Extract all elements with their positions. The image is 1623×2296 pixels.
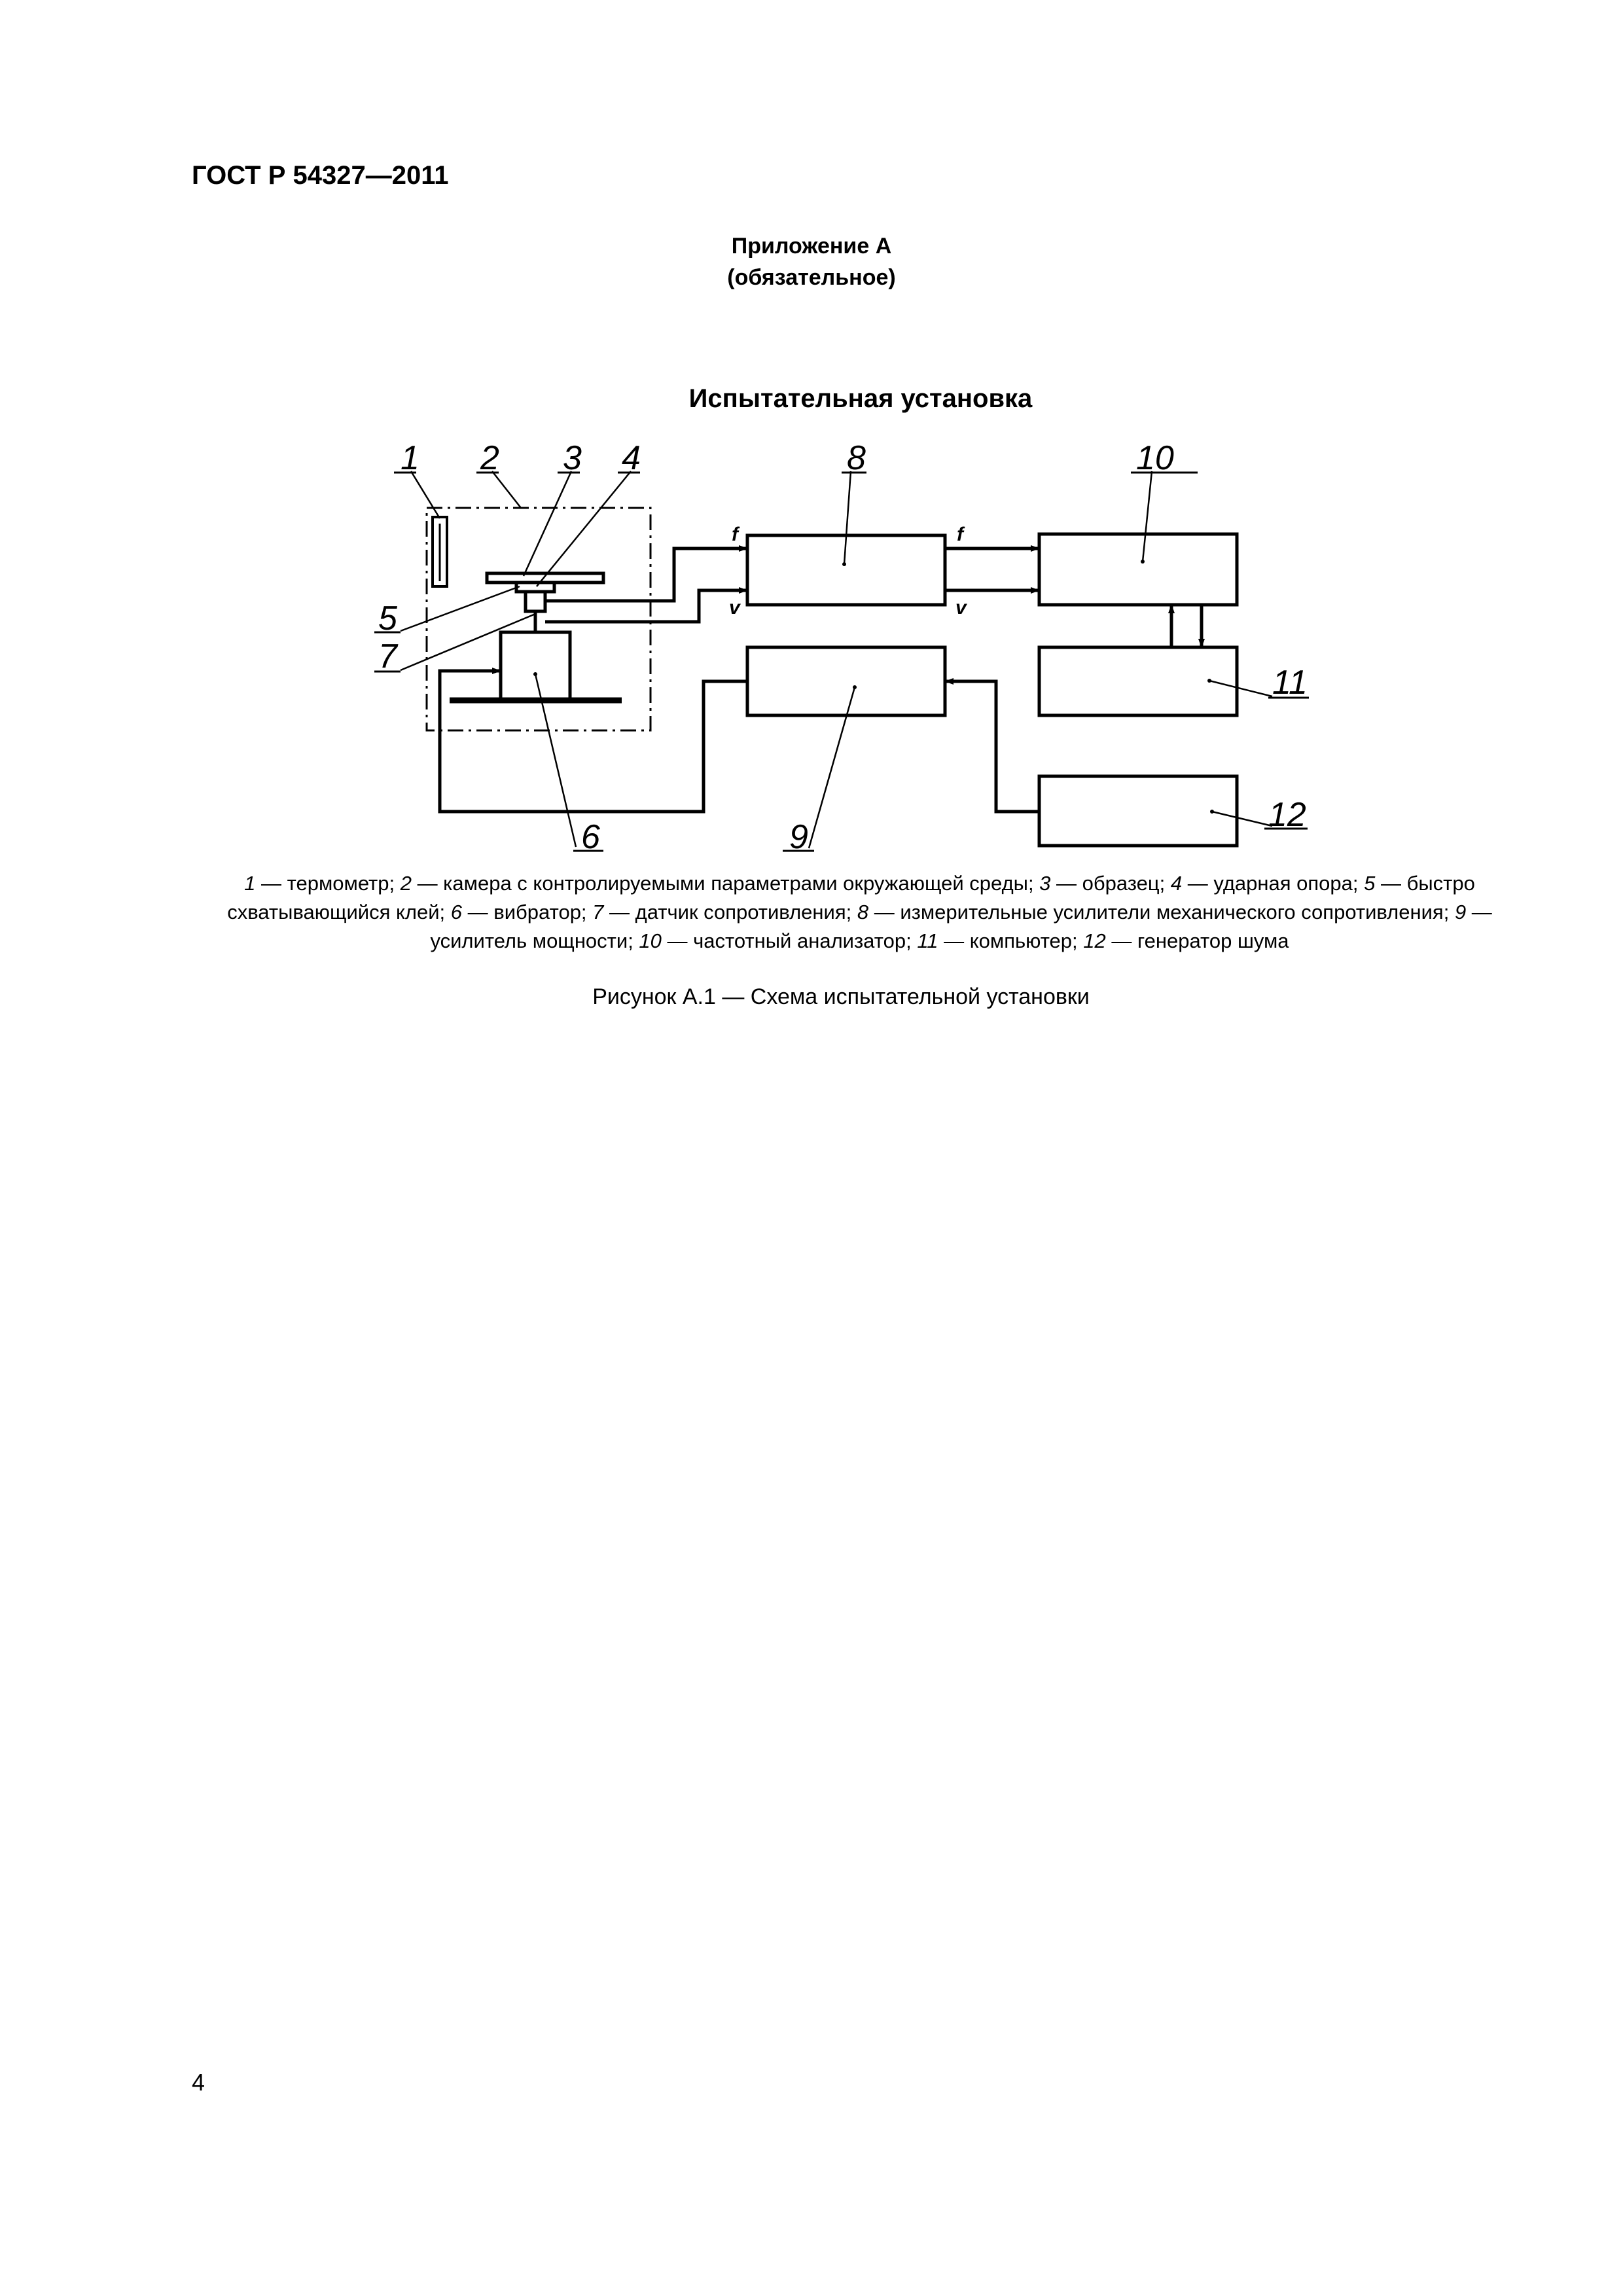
callout-2: 2	[480, 439, 499, 477]
vibrator	[501, 632, 570, 700]
link-power-amp-to-vibrator	[440, 671, 747, 812]
signal-label-v-in: v	[729, 597, 740, 619]
legend-text: — быстро схватывающийся клей;	[227, 872, 1475, 924]
legend-text: — термометр;	[255, 872, 401, 895]
legend-text: — измерительные усилители механического сопротивления;	[868, 901, 1455, 924]
legend-key: 11	[917, 929, 938, 952]
callout-4: 4	[622, 439, 641, 477]
test-setup-diagram	[0, 0, 1623, 877]
callout-9: 9	[789, 818, 808, 856]
signal-line-v	[545, 590, 747, 622]
legend-key: 2	[400, 872, 412, 895]
block-noise-generator	[1039, 776, 1237, 846]
annex-subtitle: (обязательное)	[727, 265, 896, 290]
block-power-amplifier	[747, 647, 945, 715]
callout-5: 5	[378, 600, 397, 637]
legend-key: 5	[1364, 872, 1376, 895]
signal-label-f-in: f	[732, 524, 738, 545]
document-header: ГОСТ Р 54327—2011	[192, 161, 449, 190]
legend-text: — ударная опора;	[1182, 872, 1364, 895]
page-number: 4	[192, 2069, 205, 2096]
legend-text: — частотный анализатор;	[661, 929, 918, 952]
callout-11: 11	[1272, 664, 1308, 702]
impedance-sensor	[526, 592, 545, 611]
legend-key: 3	[1039, 872, 1051, 895]
figure-caption: Рисунок А.1 — Схема испытательной установки	[592, 984, 1090, 1009]
legend-text: — камера с контролируемыми параметрами окружающей среды;	[411, 872, 1040, 895]
legend-key: 4	[1170, 872, 1183, 895]
thermometer	[433, 517, 447, 586]
legend-text: — усилитель мощности;	[430, 901, 1492, 952]
callout-3: 3	[563, 439, 582, 477]
callout-12: 12	[1268, 796, 1306, 834]
legend-key: 8	[857, 901, 869, 924]
legend-text: — компьютер;	[938, 929, 1084, 952]
link-noise-to-power-amp	[945, 681, 1039, 812]
legend-key: 7	[592, 901, 604, 924]
legend-key: 6	[450, 901, 463, 924]
callout-10: 10	[1136, 439, 1174, 477]
legend-text: — вибратор;	[462, 901, 593, 924]
annex-title: Приложение А	[731, 234, 892, 259]
legend-text: — образец;	[1050, 872, 1171, 895]
block-computer	[1039, 647, 1237, 715]
legend-key: 1	[244, 872, 256, 895]
callout-6: 6	[581, 818, 600, 856]
block-frequency-analyzer	[1039, 534, 1237, 605]
figure-title: Испытательная установка	[688, 384, 1033, 413]
legend-text: — генератор шума	[1105, 929, 1289, 952]
callout-7: 7	[378, 637, 397, 675]
signal-label-v-out: v	[955, 597, 967, 619]
signal-label-f-out: f	[957, 524, 963, 545]
callout-8: 8	[847, 439, 866, 477]
callout-1: 1	[401, 439, 419, 477]
figure-legend	[194, 869, 1525, 956]
legend-text: — датчик сопротивления;	[603, 901, 857, 924]
legend-key: 9	[1454, 901, 1467, 924]
legend-key: 10	[639, 929, 662, 952]
leader-lines	[401, 471, 1272, 848]
legend-key: 12	[1083, 929, 1106, 952]
